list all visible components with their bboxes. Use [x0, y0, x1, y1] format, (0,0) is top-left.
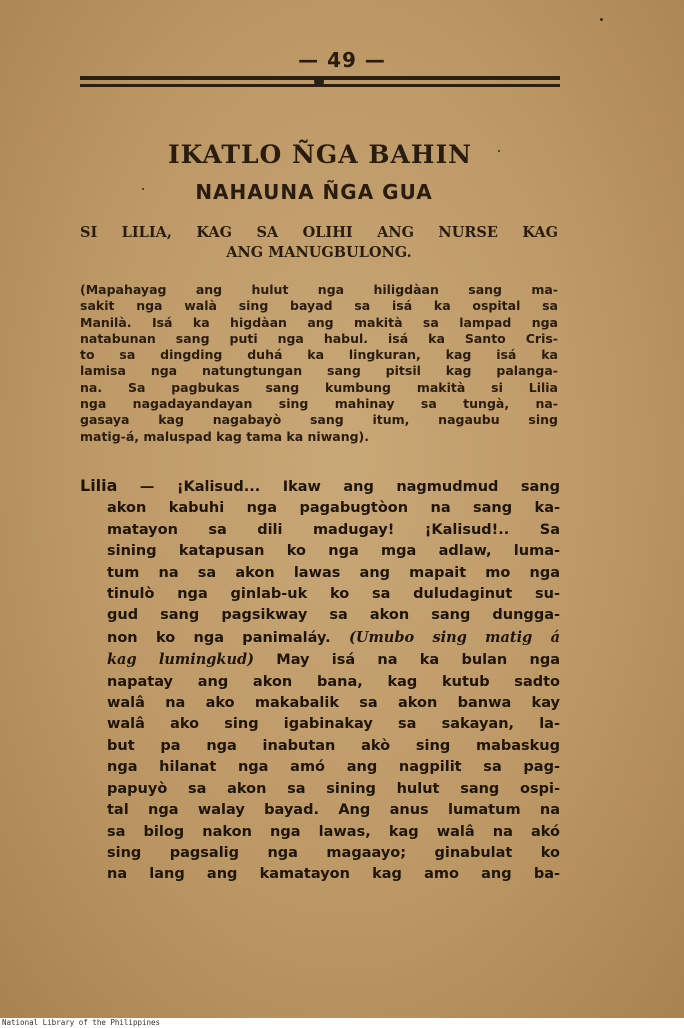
part-heading: IKATLO ÑGA BAHIN — [167, 140, 473, 169]
dialogue-line: tal nga walay bayad. Ang anus lumatum na — [107, 802, 560, 819]
dialogue-line: napatay ang akon bana, kag kutub sadto — [107, 673, 560, 690]
stage-line: matig-á, maluspad kag tama ka niwang). — [80, 428, 370, 444]
dialogue-line: tinulò nga ginlab-uk ko sa duludaginut su- — [107, 586, 560, 603]
dialogue-line: gud sang pagsikway sa akon sang dungga- — [107, 607, 560, 624]
dialogue-block — [80, 475, 560, 886]
paper-speck — [498, 150, 500, 152]
stage-line: (Mapahayag ang hulut nga hiligdàan sang ma- — [80, 282, 558, 297]
stage-line: sakit nga walà sing bayad sa isá ka ospital sa — [80, 298, 558, 314]
dialogue-line: but pa nga inabutan akò sing mabaskug — [107, 737, 560, 754]
dialogue-line: sing pagsalig nga magaayo; ginabulat ko — [107, 844, 560, 861]
page-number: — 49 — — [298, 48, 386, 72]
rule-ornament — [314, 76, 324, 87]
paper-speck — [600, 18, 603, 21]
stage-line: lamisa nga natungtungan sang pitsil kag palanga- — [80, 363, 558, 379]
dialogue-line: walâ ako sing igabinakay sa sakayan, la- — [107, 716, 560, 733]
cast-list — [80, 223, 558, 263]
inline-stage-direction: (Umubo sing matig á — [348, 628, 560, 646]
dialogue-line: walâ na ako makabalik sa akon banwa kay — [107, 695, 560, 712]
dialogue-line: matayon sa dili madugay! ¡Kalisud!.. Sa — [107, 521, 560, 538]
dialogue-line — [80, 649, 560, 671]
stage-line: nga nagadayandayan sing mahinay sa tungà, na- — [80, 396, 558, 412]
stage-line: na. Sa pagbukas sang kumbung makità si Lilia — [80, 379, 558, 395]
dialogue-line: akon kabuhi nga pagabugtòon na sang ka- — [107, 500, 560, 517]
library-footer: National Library of the Philippines — [0, 1018, 684, 1028]
inline-stage-direction: kag lumingkud) — [107, 651, 255, 669]
speaker-name: Lilia — [80, 476, 118, 495]
dialogue-line: tum na sa akon lawas ang mapait mo nga — [107, 564, 560, 581]
dialogue-line — [80, 475, 560, 498]
stage-line: Manilà. Isá ka higdàan ang makità sa lampad nga — [80, 314, 558, 330]
dialogue-line: papuyò sa akon sa sining hulut sang ospi- — [107, 780, 560, 797]
stage-line: natabunan sang puti nga habul. isá ka Santo Cris- — [80, 330, 558, 346]
dialogue-line: sining katapusan ko nga mga adlaw, luma- — [107, 543, 560, 560]
cast-line: SI LILIA, KAG SA OLIHI ANG NURSE KAG — [80, 224, 558, 241]
dialogue-line: sa bilog nakon nga lawas, kag walâ na akó — [107, 823, 560, 840]
cast-line: ANG MANUGBULONG. — [226, 244, 412, 261]
dialogue-line: na lang ang kamatayon kag amo ang ba- — [107, 866, 560, 883]
stage-direction — [80, 282, 558, 445]
dialogue-text: — ¡Kalisud... Ikaw ang nagmudmud sang — [117, 479, 560, 495]
stage-line: to sa dingding duhá ka lingkuran, kag isá ka — [80, 347, 558, 363]
dialogue-line — [80, 627, 560, 649]
dialogue-line: nga hilanat nga amó ang nagpilit sa pag- — [107, 759, 560, 776]
dialogue-text: non ko nga panimaláy. — [107, 629, 331, 646]
paper-speck — [142, 188, 144, 190]
stage-line: gasaya kag nagabayò sang itum, nagaubu sing — [80, 412, 558, 428]
dialogue-text: May isá na ka bulan nga — [254, 652, 560, 669]
scene-subtitle: NAHAUNA ÑGA GUA — [195, 180, 433, 204]
